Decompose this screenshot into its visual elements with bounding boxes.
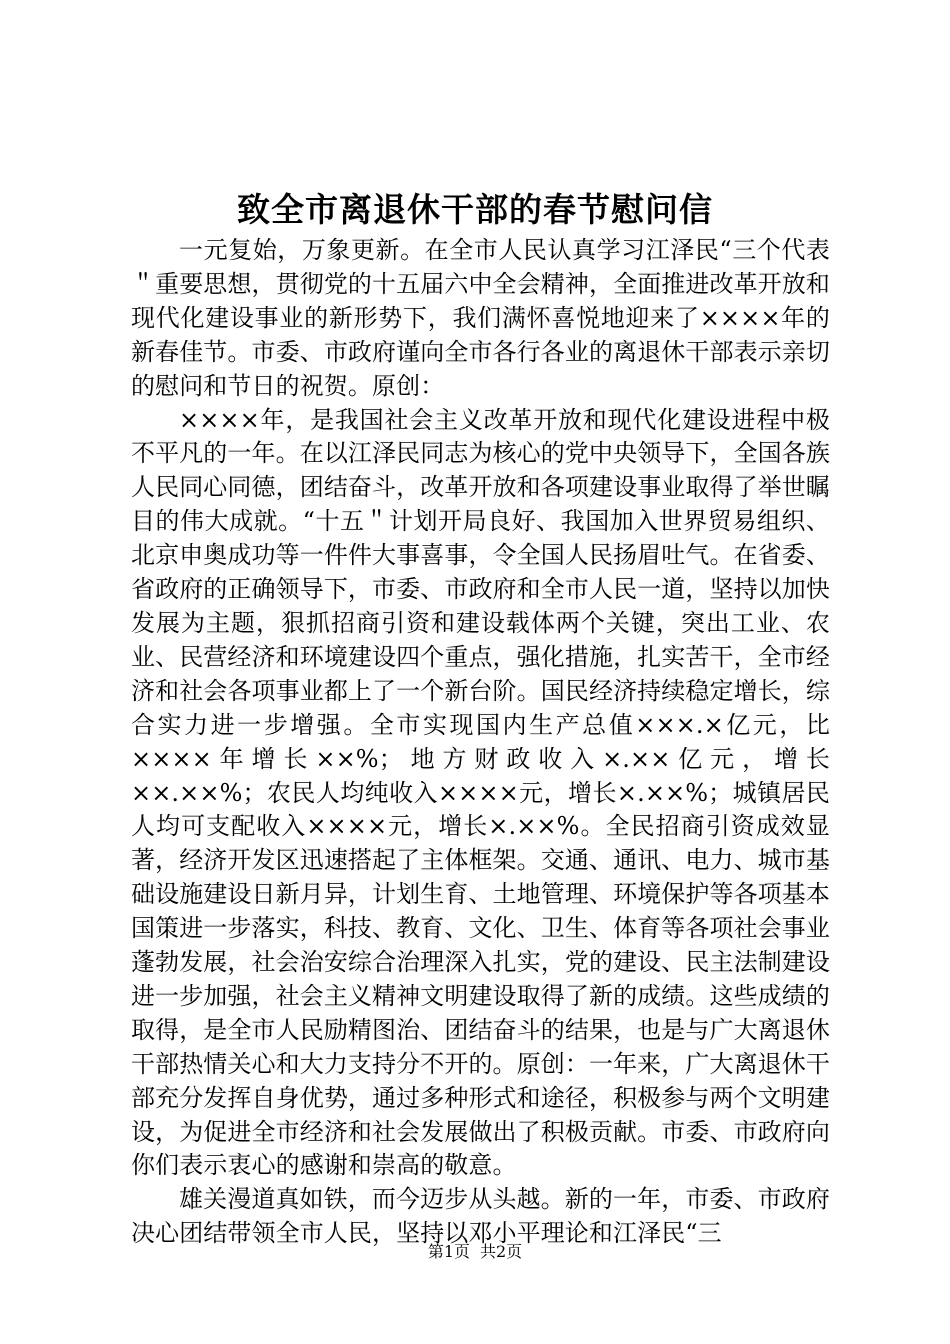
page-number: 第1页 <box>427 1242 470 1261</box>
page-total: 共2页 <box>480 1242 523 1261</box>
paragraph-1: 一元复始，万象更新。在全市人民认真学习江泽民“三个代表＂重要思想，贯彻党的十五届六中全会精神，全面推进改革开放和现代化建设事业的新形势下，我们满怀喜悦地迎来了××××年的新春佳节。市委、市政府谨向全市各行各业的离退休干部表示亲切的慰问和节日的祝贺。原创： <box>131 236 830 400</box>
document-title: 致全市离退休干部的春节慰问信 <box>237 190 713 229</box>
document-body <box>131 234 830 1251</box>
paragraph-2: ××××年，是我国社会主义改革开放和现代化建设进程中极不平凡的一年。在以江泽民同志为核心的党中央领导下，全国各族人民同心同德，团结奋斗，改革开放和各项建设事业取得了举世瞩目的伟大成就。“十五＂计划开局良好、我国加入世界贸易组织、北京申奥成功等一件件大事喜事，令全国人民扬眉吐气。在省委、省政府的正确领导下，市委、市政府和全市人民一道，坚持以加快发展为主题，狠抓招商引资和建设载体两个关键，突出工业、农业、民营经济和环境建设四个重点，强化措施，扎实苦干，全市经济和社会各项事业都上了一个新台阶。国民经济持续稳定增长，综合实力进一步增强。全市实现国内生产总值×××.×亿元，比××××年增长××%；地方财政收入×.××亿元，增长××.××%；农民人均纯收入××××元，增长×.××%；城镇居民人均可支配收入××××元，增长×.××%。全民招商引资成效显著，经济开发区迅速搭起了主体框架。交通、通讯、电力、城市基础设施建设日新月异，计划生育、土地管理、环境保护等各项基本国策进一步落实，科技、教育、文化、卫生、体育等各项社会事业蓬勃发展，社会治安综合治理深入扎实，党的建设、民主法制建设进一步加强，社会主义精神文明建设取得了新的成绩。这些成绩的取得，是全市人民励精图治、团结奋斗的结果，也是与广大离退休干部热情关心和大力支持分不开的。原创：一年来，广大离退休干部充分发挥自身优势，通过多种形式和途径，积极参与两个文明建设，为促进全市经济和社会发展做出了积极贡献。市委、市政府向你们表示衷心的感谢和崇高的敬意。 <box>131 405 830 1180</box>
paragraph-3: 雄关漫道真如铁，而今迈步从头越。新的一年，市委、市政府决心团结带领全市人民，坚持以邓小平理论和江泽民“三 <box>131 1185 830 1248</box>
page-footer <box>0 1240 950 1264</box>
